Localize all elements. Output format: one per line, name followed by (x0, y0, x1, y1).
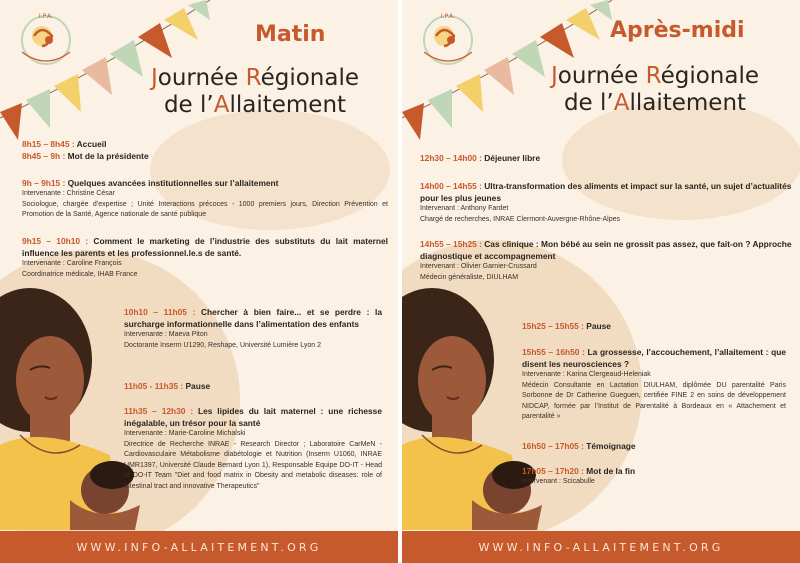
item-title: Les lipides du lait maternel : une richesse inégalable, un trésor pour la santé (124, 406, 382, 428)
svg-text:I.P.A.: I.P.A. (38, 13, 54, 20)
item-time: 15h25 – 15h55 : (522, 321, 584, 331)
schedule-item (22, 235, 388, 280)
item-time: 14h55 – 15h25 : (420, 239, 482, 249)
title-text: ournée (157, 65, 246, 91)
title-text: de l’ (163, 92, 214, 118)
title-accent-letter: J (150, 65, 158, 91)
item-time: 15h55 – 16h50 : (522, 347, 585, 357)
item-title: Comment le marketing de l’industrie des substituts du lait maternel influence les parents et les professionnel.le.s de santé. (22, 236, 389, 258)
item-time: 11h35 – 12h30 : (124, 406, 194, 416)
item-time: 12h30 – 14h00 : (420, 153, 482, 163)
session-label-afternoon: Après-midi (610, 18, 745, 43)
item-title: Quelques avancées institutionnelles sur l’allaitement (65, 178, 279, 188)
item-speaker: Intervenante : Marie-Caroline Michalski (124, 430, 246, 437)
item-time: 11h05 - 11h35 : (124, 381, 184, 391)
title-text: de l’ (563, 90, 614, 116)
schedule-item (124, 380, 382, 392)
title-text: égionale (260, 65, 360, 91)
item-title: Déjeuner libre (481, 153, 541, 163)
item-title: Mot de la présidente (65, 151, 149, 161)
ipa-logo-icon (414, 6, 482, 74)
website-link[interactable]: WWW.INFO-ALLAITEMENT.ORG (76, 540, 322, 554)
item-details: Chargé de recherches, INRAE Clermont-Auvergne-Rhône-Alpes (420, 215, 620, 223)
title-text: llaitement (229, 92, 347, 118)
schedule-item (522, 465, 786, 488)
item-details: Directrice de Recherche INRAE - Research Director ; Laboratoire CarMeN - Cardiovasculaire Métabolisme diabétologie et Nutrition (Inserm U1060, INRAE UMR1397, Université Claude Bernard Lyon 1), Responsable Equipe DO-IT - Head of DO-IT Team "Diet and food matrix in Obesity and metabolic diseases: role of Intestinal tract and innovative Therapeutics" (124, 440, 382, 490)
item-time: 10h10 – 11h05 : (124, 307, 196, 317)
title-text: égionale (660, 63, 760, 89)
schedule-item (522, 346, 786, 423)
schedule-item (420, 238, 792, 283)
item-details: Doctorante Inserm U1290, Reshape, Université Lumière Lyon 2 (124, 341, 322, 349)
item-time: 9h15 – 10h10 : (22, 236, 89, 246)
item-time: 9h – 9h15 : (22, 178, 66, 188)
item-time: 8h45 – 9h : (22, 151, 66, 161)
page-title (110, 65, 398, 119)
title-accent-letter: A (613, 90, 630, 116)
schedule-item (124, 405, 382, 492)
title-text: ournée (557, 63, 646, 89)
item-title: Pause (583, 321, 611, 331)
item-time: 16h50 – 17h05 : (522, 441, 584, 451)
svg-text:I.P.A.: I.P.A. (440, 13, 456, 20)
title-accent-letter: R (245, 65, 261, 91)
afternoon-panel (402, 0, 800, 563)
item-speaker: Intervenant : Scicabulle (522, 478, 595, 485)
schedule-item (124, 306, 382, 351)
item-details: Médecin généraliste, DIULHAM (420, 273, 519, 281)
title-accent-letter: J (550, 63, 558, 89)
item-details: Sociologue, chargée d’expertise ; Unité Interactions précoces - 1000 premiers jours, Direction Prévention et Promotion de la Santé, Agence nationale de santé publique (22, 200, 388, 218)
item-speaker: Intervenant : Olivier Garnier-Crussard (420, 263, 537, 270)
item-speaker: Intervenante : Maeva Piton (124, 331, 208, 338)
item-speaker: Intervenante : Caroline François (22, 260, 122, 267)
item-title: Pause (183, 381, 211, 391)
item-speaker: Intervenant : Anthony Fardet (420, 205, 509, 212)
item-time: 14h00 – 14h55 : (420, 181, 482, 191)
website-link[interactable]: WWW.INFO-ALLAITEMENT.ORG (478, 540, 724, 554)
footer-bar (0, 531, 398, 563)
item-title: Chercher à bien faire... et se perdre : la surcharge informationnelle dans l’alimentation des enfants (124, 307, 382, 329)
ipa-logo-icon (12, 6, 80, 74)
schedule-item (22, 138, 382, 162)
schedule-item (22, 177, 388, 221)
title-accent-letter: A (213, 92, 230, 118)
item-title: Mot de la fin (583, 466, 636, 476)
morning-panel (0, 0, 398, 563)
title-accent-letter: R (645, 63, 661, 89)
item-speaker: Intervenante : Karina Clergeaud-Heleniak (522, 371, 651, 378)
item-details: Médecin Consultante en Lactation DIULHAM, diplômée DU parentalité Paris Sorbonne de Dr Catherine Gueguen, certifiée FINE 2 en soins de développement NIDCAP, formée par l’Institut de Parentalité à Bordeaux en « Attachement et parentalité » (522, 381, 786, 420)
item-title: Accueil (74, 139, 107, 149)
item-details: Coordinatrice médicale, IHAB France (22, 270, 138, 278)
item-title: Témoignage (583, 441, 636, 451)
footer-bar (402, 531, 800, 563)
schedule-item (522, 440, 786, 452)
item-title: La grossesse, l’accouchement, l’allaitement : que disent les neurosciences ? (522, 347, 786, 369)
item-time: 17h05 – 17h20 : (522, 466, 584, 476)
item-title: Ultra-transformation des aliments et impact sur la santé, un sujet d’actualités pour les plus jeunes (420, 181, 792, 203)
page-title (510, 63, 800, 117)
item-title: Cas clinique : Mon bébé au sein ne grossit pas assez, que fait-on ? Approche diagnostique et accompagnement (420, 239, 792, 261)
session-label-morning: Matin (255, 22, 326, 47)
schedule-item (420, 152, 790, 164)
title-text: llaitement (629, 90, 747, 116)
item-time: 8h15 – 8h45 : (22, 139, 75, 149)
schedule-item (522, 320, 786, 332)
schedule-item (420, 180, 792, 225)
item-speaker: Intervenante : Christine César (22, 190, 115, 197)
